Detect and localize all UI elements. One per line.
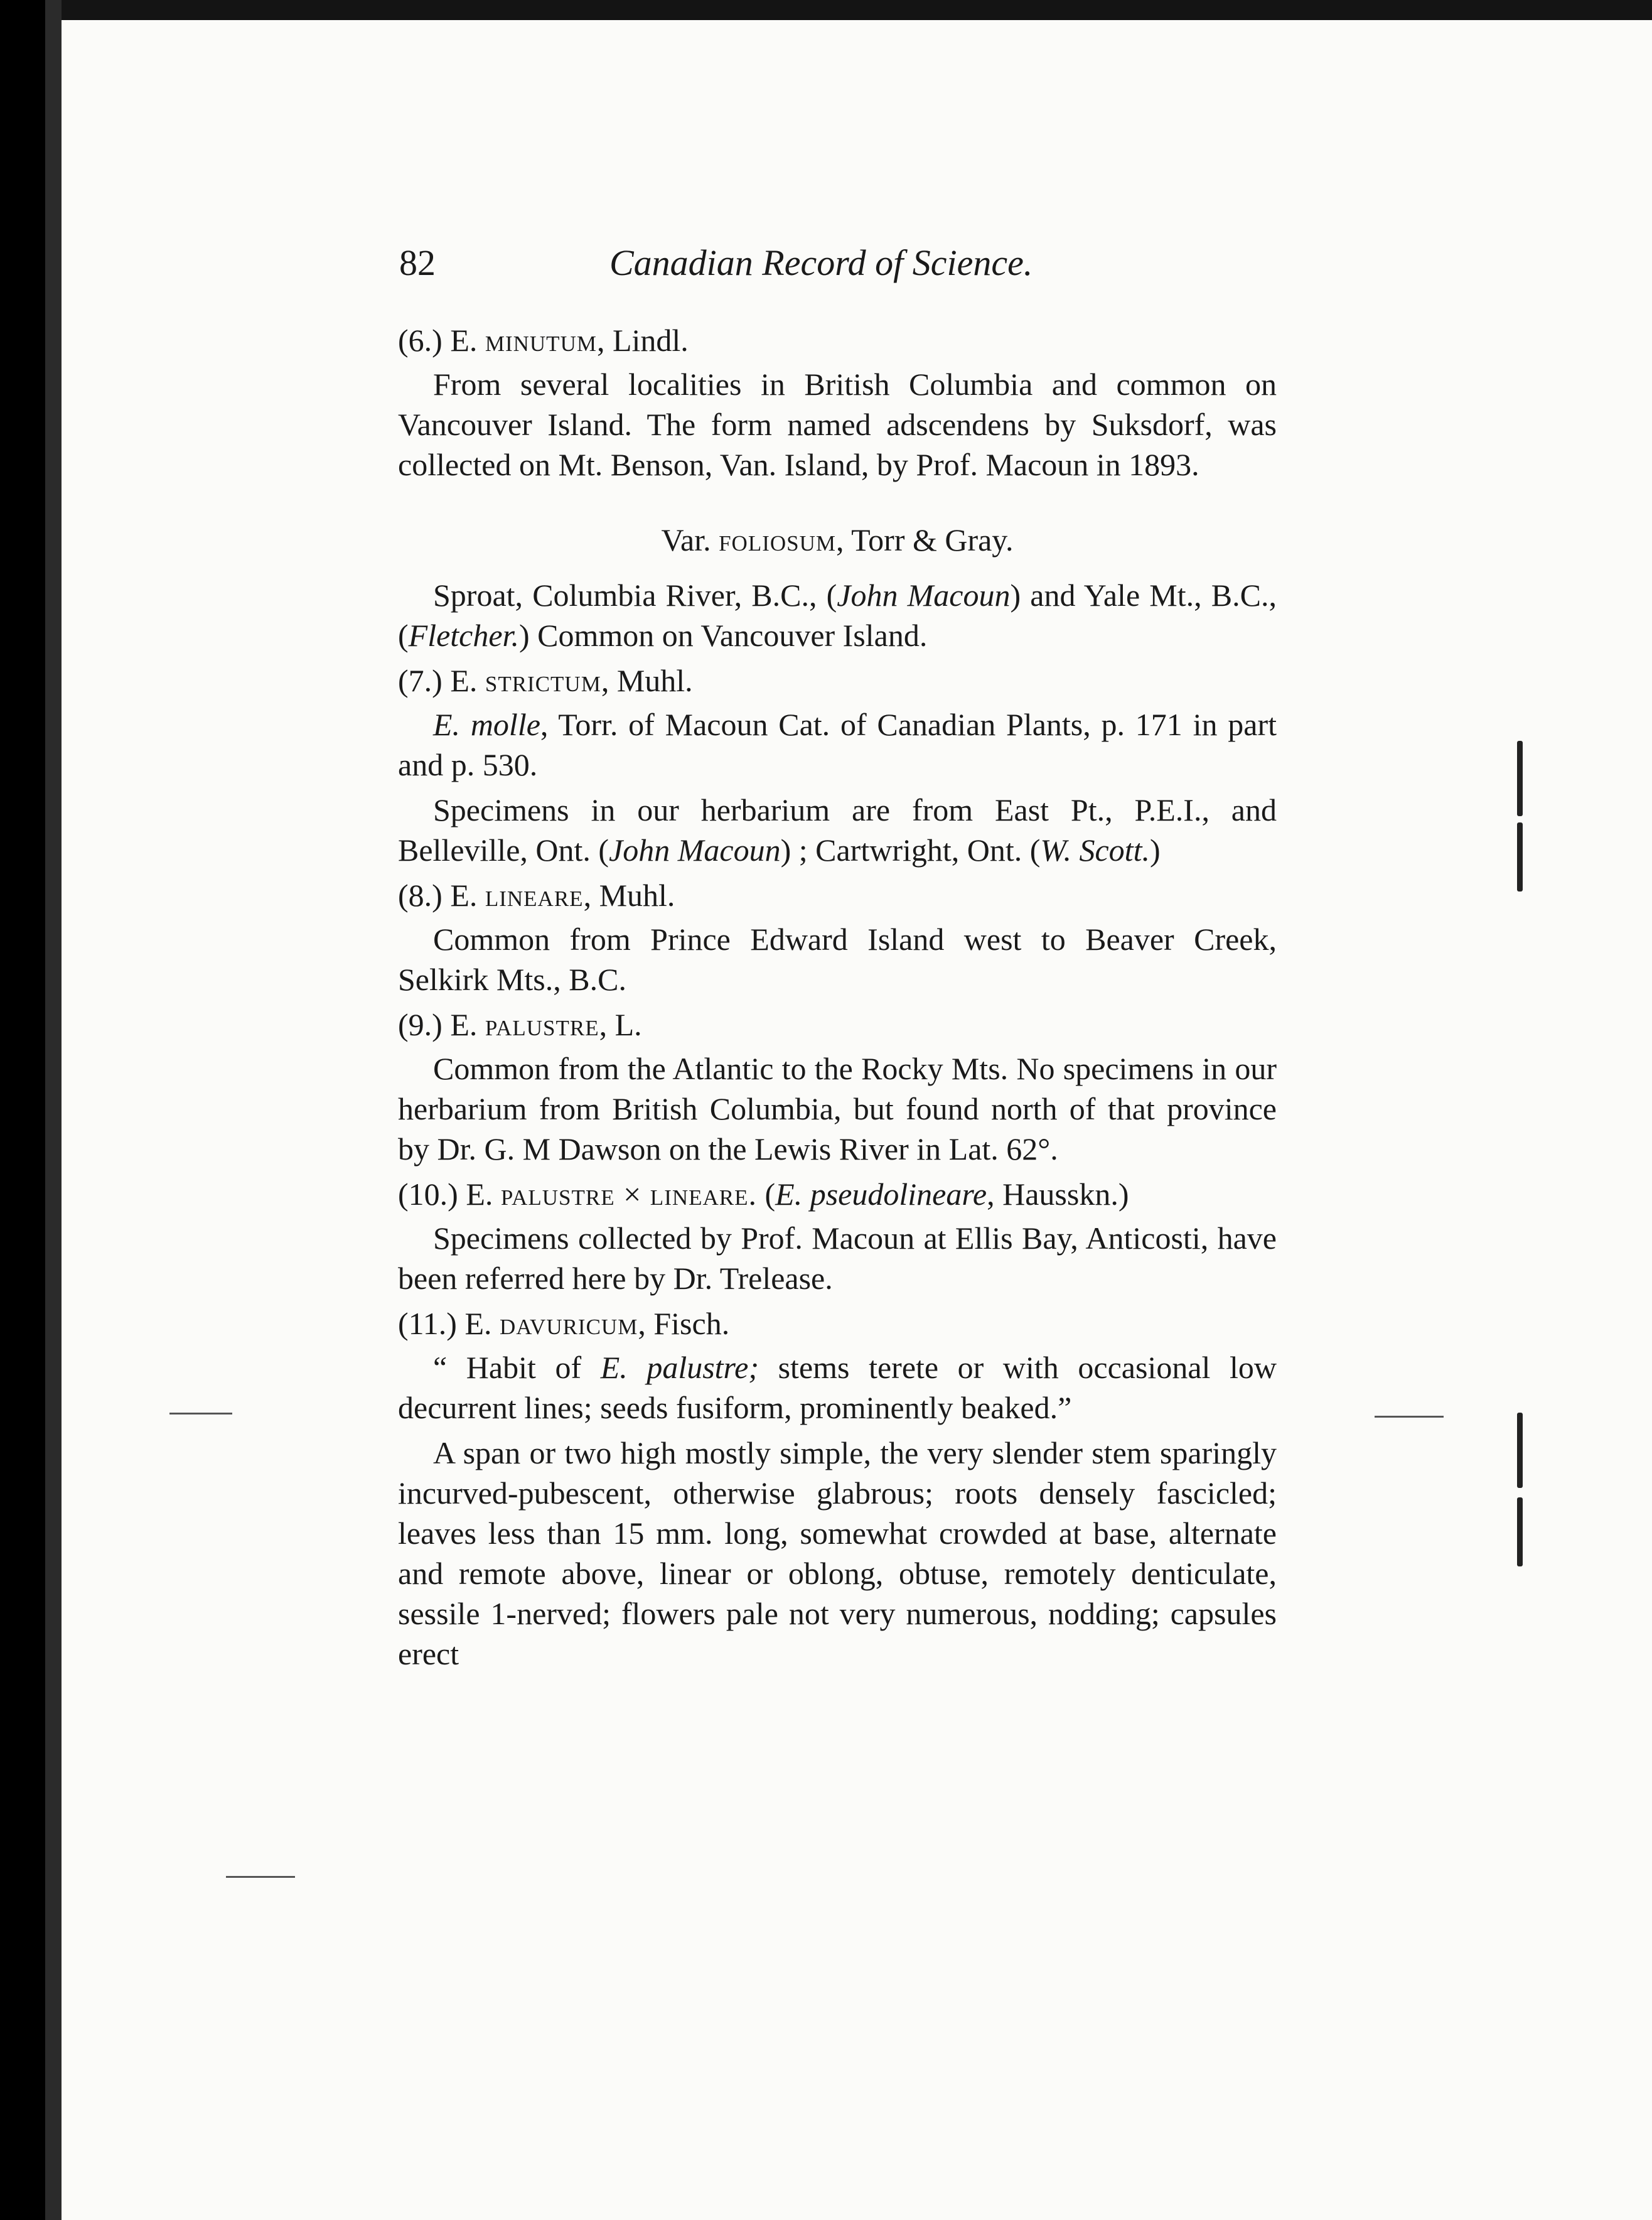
entry-text: From several localities in British Columbia and common on Vancouver Island. The form named adscendens by Suksdorf, was collected on Mt. Benson, Van. Island, by Prof. Macoun in 1893. [398, 367, 1277, 482]
page-header [399, 242, 1290, 298]
binding-mark [1517, 741, 1523, 816]
entry-text: Specimens in our herbarium are from East Pt., P.E.I., and Belleville, Ont. (John Macoun) ; Cartwright, Ont. (W. Scott.) [398, 792, 1277, 868]
entry-text: Specimens collected by Prof. Macoun at Ellis Bay, Anticosti, have been referred here by Dr. Trelease. [398, 1220, 1277, 1296]
scan-left-shadow [45, 0, 62, 2220]
page-body [398, 320, 1277, 1679]
scan-dash [169, 1413, 232, 1414]
synonym-text: E. molle, Torr. of Macoun Cat. of Canadian Plants, p. 171 in part and p. 530. [398, 707, 1277, 782]
entry-heading: (7.) E. strictum, Muhl. [398, 663, 693, 698]
quoted-description: “ Habit of E. palustre; stems terete or with occasional low decurrent lines; seeds fusiform, prominently beaked.” [398, 1350, 1277, 1425]
entry-text: Sproat, Columbia River, B.C., (John Macoun) and Yale Mt., B.C., (Fletcher.) Common on Vancouver Island. [398, 578, 1277, 653]
entry-heading: (8.) E. lineare, Muhl. [398, 878, 675, 913]
entry-heading: (6.) E. minutum, Lindl. [398, 323, 689, 358]
binding-mark [1517, 822, 1523, 892]
scan-dash [226, 1876, 295, 1878]
scan-dash [1375, 1416, 1444, 1418]
binding-mark [1517, 1413, 1523, 1488]
entry-text: Common from Prince Edward Island west to Beaver Creek, Selkirk Mts., B.C. [398, 922, 1277, 997]
entry-heading: (9.) E. palustre, L. [398, 1007, 642, 1042]
binding-mark [1517, 1497, 1523, 1566]
scan-top-edge [45, 0, 1652, 20]
running-title: Canadian Record of Science. [609, 242, 1033, 283]
entry-text: Common from the Atlantic to the Rocky Mts. No specimens in our herbarium from British Columbia, but found north of that province by Dr. G. M Dawson on the Lewis River in Lat. 62°. [398, 1051, 1277, 1167]
entry-text: A span or two high mostly simple, the very slender stem sparingly incurved-pubescent, otherwise glabrous; roots densely fascicled; leaves less than 15 mm. long, somewhat crowded at base, alternate and remote above, linear or oblong, obtuse, remotely denticulate, sessile 1-nerved; flowers pale not very numerous, nodding; capsules erect [398, 1435, 1277, 1671]
variety-heading: Var. foliosum, Torr & Gray. [661, 522, 1014, 558]
entry-heading: (10.) E. palustre × lineare. (E. pseudolineare, Hausskn.) [398, 1177, 1129, 1212]
entry-heading: (11.) E. davuricum, Fisch. [398, 1306, 730, 1341]
page-number: 82 [399, 242, 436, 283]
